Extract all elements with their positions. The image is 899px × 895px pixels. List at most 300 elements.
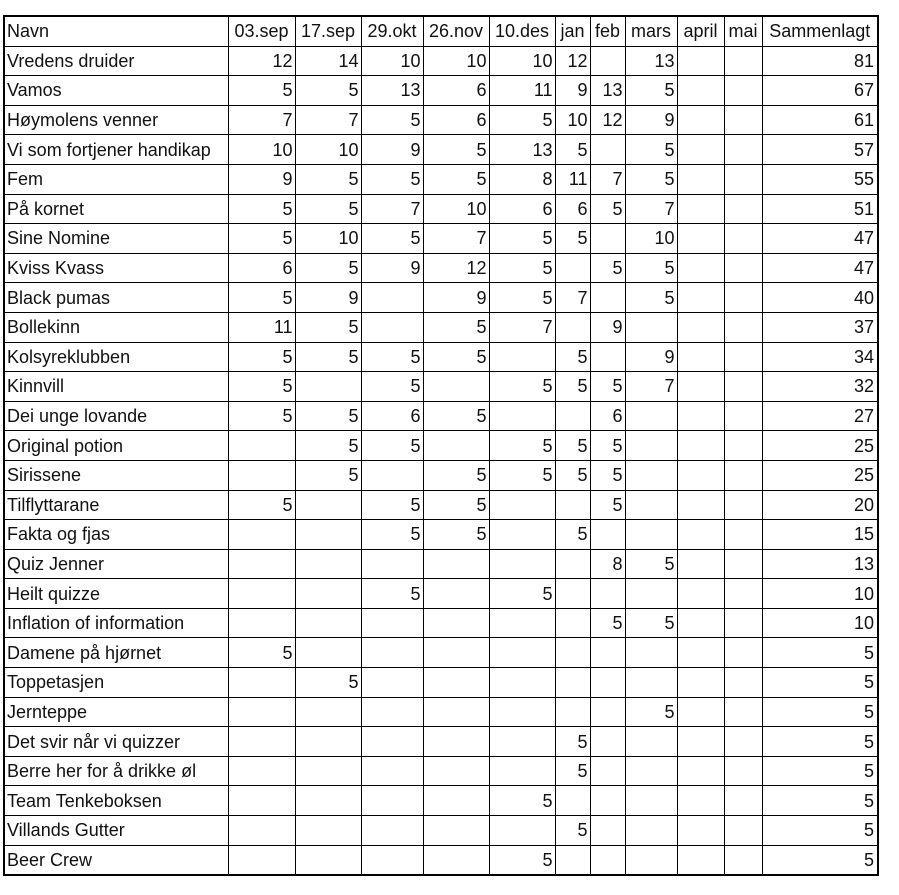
score-03-sep-cell: 5	[228, 490, 295, 520]
score-mars-cell: 5	[625, 164, 677, 194]
score-03-sep-cell	[228, 460, 295, 490]
score-mars-cell: 5	[625, 608, 677, 638]
score-mars-cell	[625, 638, 677, 668]
score-jan-cell: 5	[555, 460, 590, 490]
score-jan-cell	[555, 549, 590, 579]
score-jan-cell	[555, 668, 590, 698]
score-april-cell	[677, 401, 724, 431]
score-mars-cell: 5	[625, 135, 677, 165]
score-26-nov-cell: 10	[423, 46, 489, 76]
score-jan-cell	[555, 786, 590, 816]
table-row	[4, 490, 878, 520]
score-mai-cell	[724, 756, 762, 786]
score-april-cell	[677, 105, 724, 135]
score-26-nov-cell	[423, 431, 489, 461]
score-april-cell	[677, 579, 724, 609]
score-mars-cell: 13	[625, 46, 677, 76]
score-29-okt-cell: 10	[361, 46, 423, 76]
score-26-nov-cell	[423, 579, 489, 609]
score-feb-cell	[590, 845, 625, 875]
table-row	[4, 579, 878, 609]
score-jan-cell: 5	[555, 520, 590, 550]
score-jan-cell: 10	[555, 105, 590, 135]
table-row	[4, 786, 878, 816]
score-26-nov-cell	[423, 786, 489, 816]
score-mars-cell: 9	[625, 105, 677, 135]
score-03-sep-cell	[228, 520, 295, 550]
score-26-nov-cell: 5	[423, 164, 489, 194]
score-jan-cell: 11	[555, 164, 590, 194]
score-03-sep-cell: 9	[228, 164, 295, 194]
table-row	[4, 549, 878, 579]
score-april-cell	[677, 224, 724, 254]
score-29-okt-cell: 5	[361, 342, 423, 372]
table-row	[4, 283, 878, 313]
score-april-cell	[677, 460, 724, 490]
score-feb-cell	[590, 756, 625, 786]
score-feb-cell	[590, 816, 625, 846]
table-row	[4, 668, 878, 698]
team-name-cell: Vi som fortjener handikap	[4, 135, 228, 165]
score-jan-cell	[555, 253, 590, 283]
score-jan-cell: 5	[555, 756, 590, 786]
score-april-cell	[677, 194, 724, 224]
score-mars-cell: 5	[625, 76, 677, 106]
score-26-nov-cell: 5	[423, 401, 489, 431]
score-17-sep-cell: 10	[295, 135, 361, 165]
score-03-sep-cell	[228, 697, 295, 727]
total-score-cell: 5	[762, 697, 878, 727]
score-03-sep-cell: 5	[228, 342, 295, 372]
score-feb-cell: 13	[590, 76, 625, 106]
score-feb-cell: 5	[590, 431, 625, 461]
score-10-des-cell	[489, 727, 555, 757]
score-april-cell	[677, 697, 724, 727]
score-03-sep-cell: 11	[228, 312, 295, 342]
score-17-sep-cell: 5	[295, 342, 361, 372]
score-mai-cell	[724, 105, 762, 135]
score-29-okt-cell: 5	[361, 224, 423, 254]
table-row	[4, 756, 878, 786]
score-26-nov-cell	[423, 372, 489, 402]
team-name-cell: Toppetasjen	[4, 668, 228, 698]
score-26-nov-cell: 5	[423, 490, 489, 520]
score-17-sep-cell: 14	[295, 46, 361, 76]
score-mars-cell: 10	[625, 224, 677, 254]
score-29-okt-cell	[361, 845, 423, 875]
score-feb-cell	[590, 283, 625, 313]
score-10-des-cell: 5	[489, 224, 555, 254]
table-row	[4, 105, 878, 135]
score-april-cell	[677, 520, 724, 550]
score-jan-cell	[555, 638, 590, 668]
score-29-okt-cell: 9	[361, 135, 423, 165]
score-17-sep-cell: 5	[295, 76, 361, 106]
team-name-cell: Kolsyreklubben	[4, 342, 228, 372]
score-03-sep-cell: 6	[228, 253, 295, 283]
score-april-cell	[677, 549, 724, 579]
score-jan-cell: 12	[555, 46, 590, 76]
score-03-sep-cell	[228, 845, 295, 875]
score-jan-cell: 5	[555, 431, 590, 461]
total-score-cell: 51	[762, 194, 878, 224]
score-april-cell	[677, 342, 724, 372]
score-mars-cell	[625, 490, 677, 520]
score-mai-cell	[724, 816, 762, 846]
score-26-nov-cell: 10	[423, 194, 489, 224]
score-mars-cell: 5	[625, 253, 677, 283]
team-name-cell: Quiz Jenner	[4, 549, 228, 579]
score-03-sep-cell: 5	[228, 76, 295, 106]
score-10-des-cell	[489, 816, 555, 846]
score-10-des-cell: 5	[489, 579, 555, 609]
score-17-sep-cell	[295, 727, 361, 757]
score-jan-cell	[555, 845, 590, 875]
team-name-cell: Kviss Kvass	[4, 253, 228, 283]
score-17-sep-cell	[295, 520, 361, 550]
score-10-des-cell: 7	[489, 312, 555, 342]
total-score-cell: 10	[762, 608, 878, 638]
score-mai-cell	[724, 579, 762, 609]
team-name-cell: Original potion	[4, 431, 228, 461]
score-feb-cell: 5	[590, 460, 625, 490]
score-29-okt-cell	[361, 460, 423, 490]
score-17-sep-cell: 5	[295, 194, 361, 224]
score-jan-cell: 5	[555, 135, 590, 165]
score-10-des-cell: 8	[489, 164, 555, 194]
score-feb-cell	[590, 135, 625, 165]
score-26-nov-cell	[423, 608, 489, 638]
score-10-des-cell: 11	[489, 76, 555, 106]
score-17-sep-cell: 5	[295, 431, 361, 461]
score-mai-cell	[724, 342, 762, 372]
score-mars-cell	[625, 668, 677, 698]
score-mai-cell	[724, 46, 762, 76]
score-29-okt-cell	[361, 638, 423, 668]
score-mai-cell	[724, 135, 762, 165]
score-29-okt-cell: 5	[361, 579, 423, 609]
score-03-sep-cell: 5	[228, 194, 295, 224]
score-17-sep-cell: 9	[295, 283, 361, 313]
table-row	[4, 224, 878, 254]
total-score-cell: 5	[762, 668, 878, 698]
score-feb-cell	[590, 786, 625, 816]
score-mars-cell	[625, 845, 677, 875]
score-17-sep-cell: 10	[295, 224, 361, 254]
team-name-cell: Jernteppe	[4, 697, 228, 727]
score-29-okt-cell	[361, 608, 423, 638]
score-26-nov-cell	[423, 845, 489, 875]
score-17-sep-cell	[295, 638, 361, 668]
total-score-cell: 67	[762, 76, 878, 106]
score-april-cell	[677, 372, 724, 402]
score-10-des-cell	[489, 342, 555, 372]
score-jan-cell	[555, 697, 590, 727]
score-april-cell	[677, 727, 724, 757]
score-17-sep-cell: 5	[295, 668, 361, 698]
column-header-sammenlagt: Sammenlagt	[762, 16, 878, 46]
score-mai-cell	[724, 668, 762, 698]
column-header-17-sep: 17.sep	[295, 16, 361, 46]
total-score-cell: 34	[762, 342, 878, 372]
table-row	[4, 372, 878, 402]
score-26-nov-cell: 5	[423, 460, 489, 490]
score-17-sep-cell: 5	[295, 253, 361, 283]
score-feb-cell: 7	[590, 164, 625, 194]
score-26-nov-cell: 9	[423, 283, 489, 313]
score-26-nov-cell	[423, 668, 489, 698]
score-jan-cell	[555, 608, 590, 638]
score-26-nov-cell: 5	[423, 312, 489, 342]
column-header-navn: Navn	[4, 16, 228, 46]
team-name-cell: Team Tenkeboksen	[4, 786, 228, 816]
score-17-sep-cell	[295, 756, 361, 786]
score-mars-cell	[625, 520, 677, 550]
score-29-okt-cell	[361, 756, 423, 786]
score-26-nov-cell: 12	[423, 253, 489, 283]
total-score-cell: 57	[762, 135, 878, 165]
total-score-cell: 10	[762, 579, 878, 609]
column-header-mai: mai	[724, 16, 762, 46]
table-row	[4, 46, 878, 76]
score-10-des-cell: 5	[489, 253, 555, 283]
score-29-okt-cell	[361, 816, 423, 846]
score-10-des-cell	[489, 549, 555, 579]
table-row	[4, 520, 878, 550]
score-jan-cell: 5	[555, 816, 590, 846]
total-score-cell: 47	[762, 253, 878, 283]
score-26-nov-cell	[423, 638, 489, 668]
score-feb-cell: 5	[590, 194, 625, 224]
team-name-cell: Dei unge lovande	[4, 401, 228, 431]
team-name-cell: Black pumas	[4, 283, 228, 313]
score-03-sep-cell: 5	[228, 224, 295, 254]
score-29-okt-cell: 5	[361, 490, 423, 520]
score-jan-cell	[555, 579, 590, 609]
column-header-mars: mars	[625, 16, 677, 46]
total-score-cell: 81	[762, 46, 878, 76]
score-feb-cell: 5	[590, 608, 625, 638]
total-score-cell: 5	[762, 727, 878, 757]
score-mai-cell	[724, 786, 762, 816]
score-mai-cell	[724, 460, 762, 490]
team-name-cell: Fem	[4, 164, 228, 194]
score-jan-cell: 5	[555, 727, 590, 757]
score-mars-cell: 5	[625, 697, 677, 727]
total-score-cell: 5	[762, 786, 878, 816]
total-score-cell: 5	[762, 756, 878, 786]
score-10-des-cell: 5	[489, 460, 555, 490]
table-row	[4, 253, 878, 283]
score-mai-cell	[724, 697, 762, 727]
table-row	[4, 638, 878, 668]
score-26-nov-cell: 7	[423, 224, 489, 254]
table-row	[4, 194, 878, 224]
score-26-nov-cell: 6	[423, 76, 489, 106]
team-name-cell: Villands Gutter	[4, 816, 228, 846]
column-header-jan: jan	[555, 16, 590, 46]
score-17-sep-cell	[295, 697, 361, 727]
total-score-cell: 13	[762, 549, 878, 579]
score-03-sep-cell	[228, 431, 295, 461]
score-29-okt-cell: 5	[361, 431, 423, 461]
score-03-sep-cell: 10	[228, 135, 295, 165]
score-jan-cell: 9	[555, 76, 590, 106]
score-mars-cell: 5	[625, 549, 677, 579]
team-name-cell: Fakta og fjas	[4, 520, 228, 550]
score-10-des-cell: 5	[489, 845, 555, 875]
score-mai-cell	[724, 312, 762, 342]
score-10-des-cell	[489, 668, 555, 698]
score-26-nov-cell	[423, 549, 489, 579]
score-april-cell	[677, 608, 724, 638]
team-name-cell: Damene på hjørnet	[4, 638, 228, 668]
score-mai-cell	[724, 76, 762, 106]
score-mars-cell	[625, 786, 677, 816]
total-score-cell: 61	[762, 105, 878, 135]
total-score-cell: 25	[762, 431, 878, 461]
score-mai-cell	[724, 845, 762, 875]
score-26-nov-cell: 5	[423, 135, 489, 165]
team-name-cell: Vredens druider	[4, 46, 228, 76]
table-row	[4, 431, 878, 461]
score-feb-cell: 6	[590, 401, 625, 431]
total-score-cell: 5	[762, 816, 878, 846]
score-april-cell	[677, 756, 724, 786]
score-03-sep-cell	[228, 816, 295, 846]
score-april-cell	[677, 490, 724, 520]
table-row	[4, 727, 878, 757]
score-29-okt-cell	[361, 697, 423, 727]
score-feb-cell: 12	[590, 105, 625, 135]
score-mai-cell	[724, 638, 762, 668]
column-header-29-okt: 29.okt	[361, 16, 423, 46]
score-10-des-cell: 5	[489, 431, 555, 461]
score-jan-cell: 5	[555, 372, 590, 402]
table-row	[4, 342, 878, 372]
team-name-cell: Tilflyttarane	[4, 490, 228, 520]
score-29-okt-cell: 5	[361, 372, 423, 402]
score-mai-cell	[724, 490, 762, 520]
column-header-feb: feb	[590, 16, 625, 46]
score-17-sep-cell: 5	[295, 312, 361, 342]
team-name-cell: Det svir når vi quizzer	[4, 727, 228, 757]
score-mai-cell	[724, 549, 762, 579]
score-26-nov-cell: 5	[423, 342, 489, 372]
total-score-cell: 47	[762, 224, 878, 254]
total-score-cell: 20	[762, 490, 878, 520]
score-10-des-cell: 13	[489, 135, 555, 165]
score-03-sep-cell: 5	[228, 401, 295, 431]
total-score-cell: 27	[762, 401, 878, 431]
score-jan-cell	[555, 490, 590, 520]
score-april-cell	[677, 638, 724, 668]
score-april-cell	[677, 312, 724, 342]
score-10-des-cell	[489, 638, 555, 668]
team-name-cell: Inflation of information	[4, 608, 228, 638]
score-feb-cell: 9	[590, 312, 625, 342]
score-17-sep-cell: 7	[295, 105, 361, 135]
score-10-des-cell	[489, 401, 555, 431]
score-17-sep-cell: 5	[295, 401, 361, 431]
score-mars-cell	[625, 460, 677, 490]
total-score-cell: 55	[762, 164, 878, 194]
score-03-sep-cell	[228, 549, 295, 579]
table-row	[4, 164, 878, 194]
score-03-sep-cell: 5	[228, 283, 295, 313]
score-29-okt-cell	[361, 283, 423, 313]
column-header-03-sep: 03.sep	[228, 16, 295, 46]
score-17-sep-cell	[295, 549, 361, 579]
score-mars-cell: 7	[625, 372, 677, 402]
score-april-cell	[677, 816, 724, 846]
table-row	[4, 312, 878, 342]
score-29-okt-cell	[361, 549, 423, 579]
score-17-sep-cell	[295, 372, 361, 402]
score-mars-cell	[625, 727, 677, 757]
total-score-cell: 32	[762, 372, 878, 402]
score-03-sep-cell: 5	[228, 638, 295, 668]
score-april-cell	[677, 46, 724, 76]
score-26-nov-cell	[423, 697, 489, 727]
score-26-nov-cell	[423, 756, 489, 786]
score-april-cell	[677, 76, 724, 106]
score-17-sep-cell: 5	[295, 460, 361, 490]
score-mai-cell	[724, 253, 762, 283]
score-mars-cell: 5	[625, 283, 677, 313]
score-03-sep-cell	[228, 756, 295, 786]
total-score-cell: 37	[762, 312, 878, 342]
score-10-des-cell	[489, 520, 555, 550]
score-10-des-cell	[489, 697, 555, 727]
score-jan-cell: 7	[555, 283, 590, 313]
score-03-sep-cell	[228, 668, 295, 698]
score-26-nov-cell: 5	[423, 520, 489, 550]
score-mars-cell	[625, 401, 677, 431]
score-feb-cell	[590, 668, 625, 698]
score-jan-cell: 6	[555, 194, 590, 224]
score-17-sep-cell	[295, 816, 361, 846]
score-mars-cell	[625, 431, 677, 461]
score-mars-cell	[625, 756, 677, 786]
score-mai-cell	[724, 164, 762, 194]
score-03-sep-cell	[228, 786, 295, 816]
team-name-cell: Sirissene	[4, 460, 228, 490]
score-feb-cell: 8	[590, 549, 625, 579]
team-name-cell: Høymolens venner	[4, 105, 228, 135]
score-april-cell	[677, 786, 724, 816]
table-row	[4, 460, 878, 490]
score-29-okt-cell: 7	[361, 194, 423, 224]
team-name-cell: Beer Crew	[4, 845, 228, 875]
team-name-cell: Kinnvill	[4, 372, 228, 402]
score-03-sep-cell	[228, 579, 295, 609]
score-29-okt-cell	[361, 786, 423, 816]
score-mars-cell	[625, 579, 677, 609]
score-10-des-cell	[489, 490, 555, 520]
score-03-sep-cell: 7	[228, 105, 295, 135]
score-mai-cell	[724, 401, 762, 431]
total-score-cell: 5	[762, 638, 878, 668]
score-jan-cell	[555, 312, 590, 342]
score-03-sep-cell	[228, 608, 295, 638]
score-april-cell	[677, 283, 724, 313]
total-score-cell: 25	[762, 460, 878, 490]
score-17-sep-cell	[295, 786, 361, 816]
score-03-sep-cell	[228, 727, 295, 757]
header-row	[4, 16, 878, 46]
standings-table	[3, 15, 879, 876]
